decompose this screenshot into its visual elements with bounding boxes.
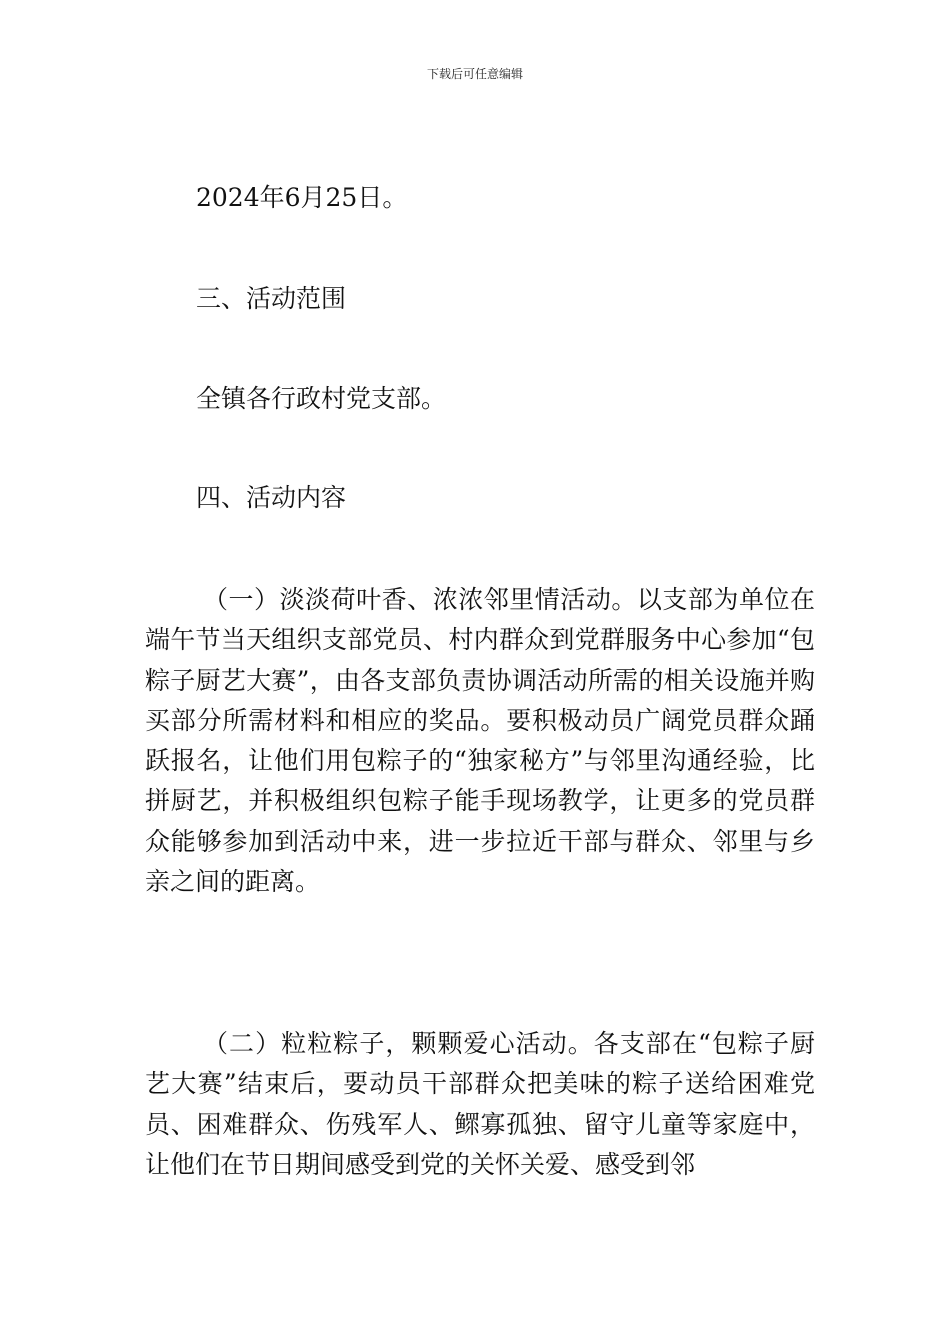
page-header-note: 下载后可任意编辑	[426, 67, 523, 81]
activity-paragraph-2: （二）粒粒粽子，颗颗爱心活动。各支部在“包粽子厨艺大赛”结束后，要动员干部群众把美味的粽子送给困难党员、困难群众、伤残军人、鳏寡孤独、留守儿童等家庭中，让他们在节日期间感受到党的关怀关爱、感受到邻	[145, 1029, 815, 1179]
activity-paragraph-1: （一）淡淡荷叶香、浓浓邻里情活动。以支部为单位在端午节当天组织支部党员、村内群众到党群服务中心参加“包粽子厨艺大赛”，由各支部负责协调活动所需的相关设施并购买部分所需材料和相应的奖品。要积极动员广阔党员群众踊跃报名，让他们用包粽子的“独家秘方”与邻里沟通经验，比拼厨艺，并积极组织包粽子能手现场教学，让更多的党员群众能够参加到活动中来，进一步拉近干部与群众、邻里与乡亲之间的距离。	[145, 585, 815, 897]
section-heading-scope: 三、活动范围	[196, 284, 347, 313]
scope-body: 全镇各行政村党支部。	[196, 384, 447, 413]
date-line: 2024年6月25日。	[196, 183, 408, 212]
section-heading-content: 四、活动内容	[196, 483, 347, 512]
